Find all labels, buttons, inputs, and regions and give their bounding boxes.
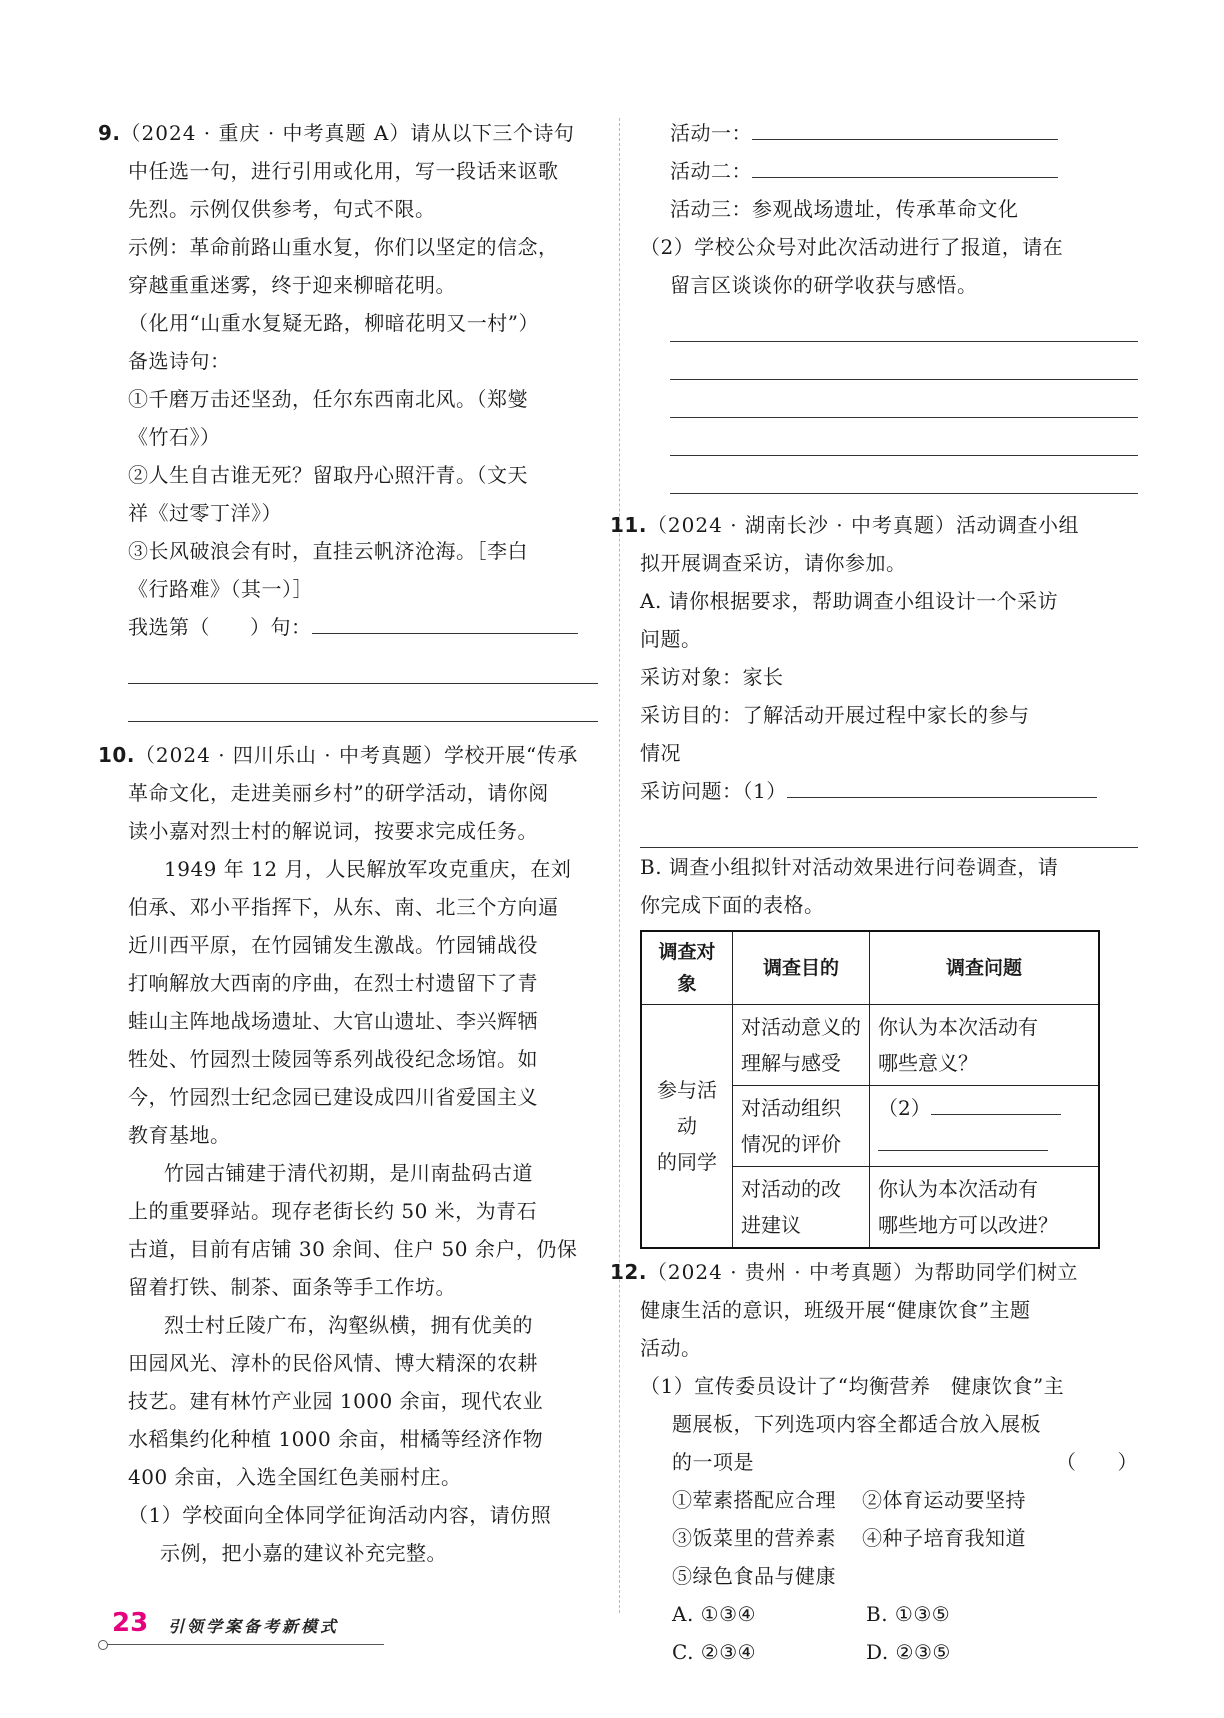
question-cell bbox=[870, 1167, 1100, 1249]
page-number: 23 bbox=[112, 1608, 149, 1638]
q11-interview-blank[interactable] bbox=[787, 773, 1097, 798]
header-object: 调查对象 bbox=[641, 931, 733, 1005]
q10-answer-line[interactable] bbox=[670, 418, 1138, 456]
question-line: 你认为本次活动有 bbox=[878, 1177, 1038, 1201]
question-10 bbox=[98, 736, 598, 1572]
right-column bbox=[610, 114, 1138, 1671]
q10-answer-line[interactable] bbox=[670, 380, 1138, 418]
q9-line: ①千磨万击还坚劲，任尔东西南北风。（郑燮 bbox=[128, 387, 528, 411]
footer-rule bbox=[102, 1644, 384, 1645]
q10-first-line bbox=[98, 736, 598, 774]
q10-line: 读小嘉对烈士村的解说词，按要求完成任务。 bbox=[128, 819, 538, 843]
q9-first-line bbox=[98, 114, 598, 152]
q11-number: 11. bbox=[610, 513, 647, 537]
question-2-label: （2） bbox=[878, 1096, 931, 1120]
q12-choices-row bbox=[610, 1595, 1138, 1633]
q9-line: ③长风破浪会有时，直挂云帆济沧海。［李白 bbox=[128, 539, 528, 563]
q10-text-first: 学校开展“传承 bbox=[443, 743, 578, 767]
q10-sub1-line: 示例，把小嘉的建议补充完整。 bbox=[160, 1541, 447, 1565]
q11-interview-label: 采访问题：（1） bbox=[640, 779, 787, 803]
purpose-line: 情况的评价 bbox=[741, 1132, 841, 1156]
question-line bbox=[878, 1126, 1090, 1162]
header-purpose: 调查目的 bbox=[733, 931, 870, 1005]
purpose-line: 对活动的改 bbox=[741, 1177, 841, 1201]
q9-line: 穿越重重迷雾，终于迎来柳暗花明。 bbox=[128, 273, 456, 297]
q9-choice-line bbox=[98, 608, 598, 646]
q9-line: 《竹石》） bbox=[128, 425, 221, 449]
q10-activity-1-blank[interactable] bbox=[752, 115, 1058, 140]
q9-line: 《行路难》（其一）］ bbox=[128, 577, 313, 601]
question-10-continued bbox=[640, 114, 1138, 494]
object-line: 参与活动 bbox=[657, 1078, 717, 1138]
q10-passage-line: 400 余亩，入选全国红色美丽村庄。 bbox=[128, 1465, 462, 1489]
q12-sub1-line bbox=[610, 1443, 1138, 1481]
purpose-cell bbox=[733, 1167, 870, 1249]
q10-passage-line: 1949 年 12 月，人民解放军攻克重庆，在刘 bbox=[164, 857, 572, 881]
q11-first-line bbox=[610, 506, 1138, 544]
q10-passage-line: 近川西平原，在竹园铺发生激战。竹园铺战役 bbox=[128, 933, 538, 957]
question-cell bbox=[870, 1086, 1100, 1167]
q10-passage-line: 古道，目前有店铺 30 余间、住户 50 余户，仍保 bbox=[128, 1237, 578, 1261]
q12-line: 活动。 bbox=[640, 1336, 702, 1360]
question-12 bbox=[610, 1253, 1138, 1671]
header-question: 调查问题 bbox=[870, 931, 1100, 1005]
purpose-line: 对活动意义的 bbox=[741, 1015, 861, 1039]
q11-line: 采访对象：家长 bbox=[640, 665, 784, 689]
q12-item: ⑤绿色食品与健康 bbox=[672, 1564, 836, 1588]
q11-line: 情况 bbox=[640, 741, 681, 765]
q10-activity-2 bbox=[640, 152, 1138, 190]
page-footer bbox=[98, 1608, 388, 1648]
q10-activity-2-blank[interactable] bbox=[752, 153, 1058, 178]
q12-choice-d[interactable]: D. ②③⑤ bbox=[866, 1640, 951, 1664]
q11-source: （2024 · 湖南长沙 · 中考真题） bbox=[646, 513, 956, 537]
q10-passage-line: 水稻集约化种植 1000 余亩，柑橘等经济作物 bbox=[128, 1427, 544, 1451]
q10-passage-line: 伯承、邓小平指挥下，从东、南、北三个方向逼 bbox=[128, 895, 559, 919]
q10-sub2-line: 留言区谈谈你的研学收获与感悟。 bbox=[670, 273, 978, 297]
q10-line: 革命文化，走进美丽乡村”的研学活动，请你阅 bbox=[128, 781, 549, 805]
q9-text-first: 请从以下三个诗句 bbox=[410, 121, 575, 145]
footer-slogan: 引领学案备考新模式 bbox=[168, 1617, 340, 1636]
q9-line: ②人生自古谁无死？留取丹心照汗青。（文天 bbox=[128, 463, 528, 487]
question-line bbox=[878, 1090, 1090, 1126]
q12-item: ②体育运动要坚持 bbox=[862, 1488, 1026, 1512]
q9-choose-prefix: 我选第（ bbox=[128, 615, 210, 639]
q10-passage-line: 教育基地。 bbox=[128, 1123, 231, 1147]
q11-line: 采访目的：了解活动开展过程中家长的参与 bbox=[640, 703, 1030, 727]
q12-choice-a[interactable]: A. ①③④ bbox=[672, 1602, 756, 1626]
q10-sub2-line: （2）学校公众号对此次活动进行了报道，请在 bbox=[640, 235, 1064, 259]
survey-table bbox=[640, 930, 1100, 1249]
q10-passage-line: 竹园古铺建于清代初期，是川南盐码古道 bbox=[164, 1161, 533, 1185]
q11-line: A. 请你根据要求，帮助调查小组设计一个采访 bbox=[640, 589, 1059, 613]
q12-answer-bracket[interactable]: （ ） bbox=[1056, 1450, 1138, 1474]
q10-passage-line: 今，竹园烈士纪念园已建设成四川省爱国主义 bbox=[128, 1085, 538, 1109]
q12-choice-b[interactable]: B. ①③⑤ bbox=[866, 1602, 951, 1626]
survey-table-header bbox=[641, 931, 1099, 1005]
q11-answer-line[interactable] bbox=[640, 810, 1138, 848]
q11-text-first: 活动调查小组 bbox=[955, 513, 1079, 537]
q9-source: （2024 · 重庆 · 中考真题 A） bbox=[120, 121, 411, 145]
q9-answer-blank[interactable] bbox=[312, 609, 578, 634]
q11-partB-line: 你完成下面的表格。 bbox=[640, 893, 825, 917]
q11-partB-line: B. 调查小组拟针对活动效果进行问卷调查，请 bbox=[640, 855, 1059, 879]
q10-answer-line[interactable] bbox=[670, 456, 1138, 494]
purpose-line: 理解与感受 bbox=[741, 1051, 841, 1075]
q12-source: （2024 · 贵州 · 中考真题） bbox=[646, 1260, 914, 1284]
q12-first-line bbox=[610, 1253, 1138, 1291]
q12-items-row bbox=[610, 1519, 1138, 1557]
q10-passage-line: 牲处、竹园烈士陵园等系列战役纪念场馆。如 bbox=[128, 1047, 538, 1071]
q10-passage-line: 留着打铁、制茶、面条等手工作坊。 bbox=[128, 1275, 456, 1299]
q12-sub1-line: 题展板，下列选项内容全都适合放入展板 bbox=[672, 1412, 1041, 1436]
q10-activity-3: 活动三：参观战场遗址，传承革命文化 bbox=[670, 197, 1019, 221]
q10-passage-line: 打响解放大西南的序曲，在烈士村遗留下了青 bbox=[128, 971, 538, 995]
q9-answer-line[interactable] bbox=[128, 684, 598, 722]
q11-interview-question bbox=[610, 772, 1138, 810]
q9-choose-suffix: ）句： bbox=[250, 615, 312, 639]
question-cell bbox=[870, 1005, 1100, 1086]
q12-text-first: 为帮助同学们树立 bbox=[913, 1260, 1078, 1284]
q12-items-row bbox=[610, 1481, 1138, 1519]
q10-number: 10. bbox=[98, 743, 135, 767]
q10-sub1-line: （1）学校面向全体同学征询活动内容，请仿照 bbox=[128, 1503, 552, 1527]
q10-source: （2024 · 四川乐山 · 中考真题） bbox=[134, 743, 444, 767]
survey-object-cell bbox=[641, 1005, 733, 1249]
q10-passage-line: 上的重要驿站。现存老街长约 50 米，为青石 bbox=[128, 1199, 538, 1223]
q12-sub1-text: 的一项是 bbox=[672, 1450, 754, 1474]
q9-line: 祥《过零丁洋》） bbox=[128, 501, 282, 525]
q10-activity-1-label: 活动一： bbox=[670, 121, 752, 145]
q10-passage-line: 技艺。建有林竹产业园 1000 余亩，现代农业 bbox=[128, 1389, 544, 1413]
q12-choices-row bbox=[610, 1633, 1138, 1671]
q9-line: 备选诗句： bbox=[128, 349, 231, 373]
q12-choice-c[interactable]: C. ②③④ bbox=[672, 1640, 757, 1664]
q11-table-blank[interactable] bbox=[878, 1126, 1048, 1151]
q10-answer-line[interactable] bbox=[670, 304, 1138, 342]
purpose-cell bbox=[733, 1005, 870, 1086]
q10-answer-line[interactable] bbox=[670, 342, 1138, 380]
q12-item: ①荤素搭配应合理 bbox=[672, 1488, 836, 1512]
footer-dot-icon bbox=[98, 1640, 108, 1650]
question-line: 你认为本次活动有 bbox=[878, 1015, 1038, 1039]
question-9 bbox=[98, 114, 598, 722]
q10-passage-line: 烈士村丘陵广布，沟壑纵横，拥有优美的 bbox=[164, 1313, 533, 1337]
q11-line: 问题。 bbox=[640, 627, 702, 651]
question-11 bbox=[610, 506, 1138, 1671]
q10-activity-1 bbox=[640, 114, 1138, 152]
q9-line: 示例：革命前路山重水复，你们以坚定的信念， bbox=[128, 235, 559, 259]
object-line: 的同学 bbox=[657, 1150, 717, 1174]
q10-activity-2-label: 活动二： bbox=[670, 159, 752, 183]
q10-passage-line: 田园风光、淳朴的民俗风情、博大精深的农耕 bbox=[128, 1351, 538, 1375]
q11-line: 拟开展调查采访，请你参加。 bbox=[640, 551, 907, 575]
purpose-cell bbox=[733, 1086, 870, 1167]
question-line: 哪些意义？ bbox=[878, 1051, 978, 1075]
q9-number: 9. bbox=[98, 121, 121, 145]
q12-sub1-line: （1）宣传委员设计了“均衡营养 健康饮食”主 bbox=[640, 1374, 1065, 1398]
q12-number: 12. bbox=[610, 1260, 647, 1284]
q9-answer-line[interactable] bbox=[128, 646, 598, 684]
q12-line: 健康生活的意识，班级开展“健康饮食”主题 bbox=[640, 1298, 1031, 1322]
q11-table-blank[interactable] bbox=[931, 1090, 1061, 1115]
q9-line: 中任选一句，进行引用或化用，写一段话来讴歌 bbox=[128, 159, 559, 183]
q9-line: 先烈。示例仅供参考，句式不限。 bbox=[128, 197, 436, 221]
purpose-line: 进建议 bbox=[741, 1213, 801, 1237]
question-line: 哪些地方可以改进？ bbox=[878, 1213, 1058, 1237]
left-column bbox=[98, 114, 598, 1572]
q10-passage-line: 蛙山主阵地战场遗址、大官山遗址、李兴辉牺 bbox=[128, 1009, 538, 1033]
q9-line: （化用“山重水复疑无路，柳暗花明又一村”） bbox=[128, 311, 539, 335]
table-row bbox=[641, 1005, 1099, 1086]
purpose-line: 对活动组织 bbox=[741, 1096, 841, 1120]
q12-item: ③饭菜里的营养素 bbox=[672, 1526, 836, 1550]
q12-item: ④种子培育我知道 bbox=[862, 1526, 1026, 1550]
